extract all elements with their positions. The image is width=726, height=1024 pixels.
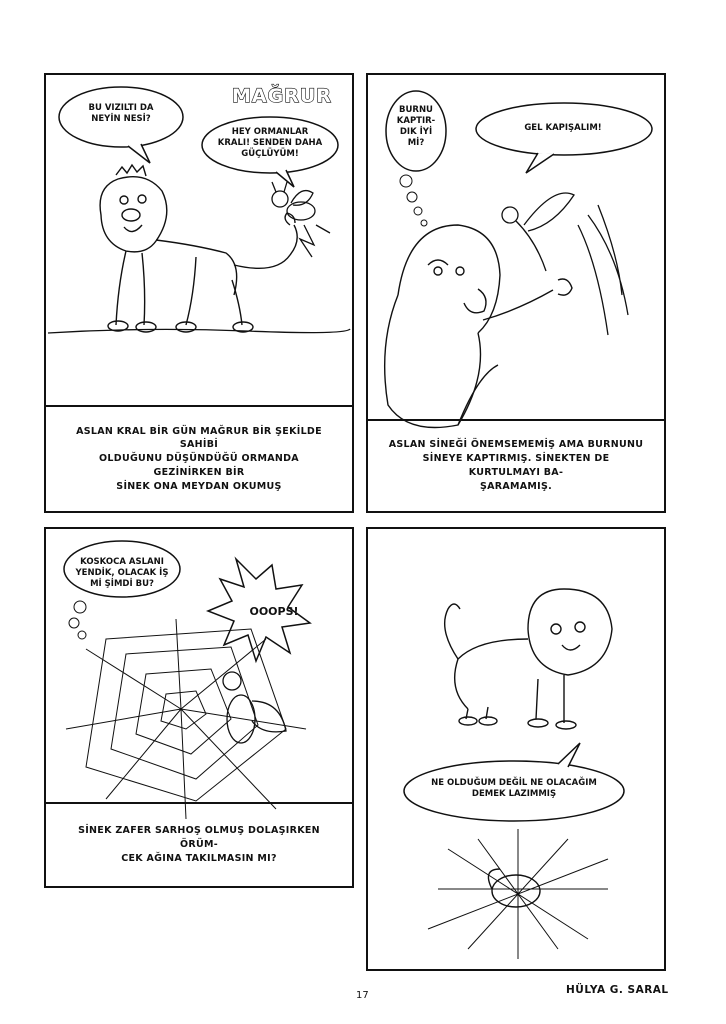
lion-and-fly-drawing bbox=[368, 529, 664, 969]
fly-figure bbox=[223, 672, 286, 743]
panel-caption: ASLAN SİNEĞİ ÖNEMSEMEMİŞ AMA BURNUNU SİNEYE KAPTIRMIŞ. SİNEKTEN DE KURTULMAYI BA- ŞARAMAMIŞ. bbox=[368, 419, 664, 511]
speech-bubble-text: NE OLDUĞUM DEĞİL NE OLACAĞIM DEMEK LAZIMMIŞ bbox=[431, 778, 597, 800]
author-name: HÜLYA G. SARAL bbox=[566, 984, 669, 996]
thought-bubble-text: BURNU KAPTIR- DIK İYİ Mİ? bbox=[396, 105, 436, 149]
speech-bubble-text: GEL KAPIŞALIM! bbox=[524, 123, 602, 133]
fly-figure bbox=[502, 193, 628, 335]
comic-panel-2 bbox=[366, 73, 666, 513]
comic-panel-4 bbox=[366, 527, 666, 971]
speech-bubble-text: HEY ORMANLAR KRALI! SENDEN DAHA GÜÇLÜYÜM! bbox=[217, 127, 323, 160]
panel-caption: ASLAN KRAL BİR GÜN MAĞRUR BİR ŞEKİLDE SAHİBİ OLDUĞUNU DÜŞÜNDÜĞÜ ORMANDA GEZİNİRKEN BİR SİNEK ONA MEYDAN OKUMUŞ bbox=[46, 405, 352, 511]
sound-effect-text: OOOPS! bbox=[249, 605, 299, 618]
comic-panel-1 bbox=[44, 73, 354, 513]
thought-bubble-text: KOSKOCA ASLANI YENDİK, OLACAK İŞ Mİ ŞİMDİ BU? bbox=[75, 557, 169, 590]
lion-figure bbox=[445, 589, 612, 729]
speech-bubble-text: BU VIZILTI DA NEYİN NESİ? bbox=[88, 103, 154, 125]
fly-figure bbox=[428, 829, 608, 959]
comic-panel-3 bbox=[44, 527, 354, 888]
spider-web bbox=[66, 619, 306, 819]
panel-caption: SİNEK ZAFER SARHOŞ OLMUŞ DOLAŞIRKEN ÖRÜM- CEK AĞINA TAKILMASIN MI? bbox=[46, 802, 352, 886]
lion-figure bbox=[100, 165, 297, 332]
fly-figure bbox=[272, 182, 330, 257]
page-number: 17 bbox=[356, 990, 369, 1001]
story-title: MAĞRUR bbox=[232, 85, 332, 107]
lion-figure bbox=[385, 225, 572, 428]
